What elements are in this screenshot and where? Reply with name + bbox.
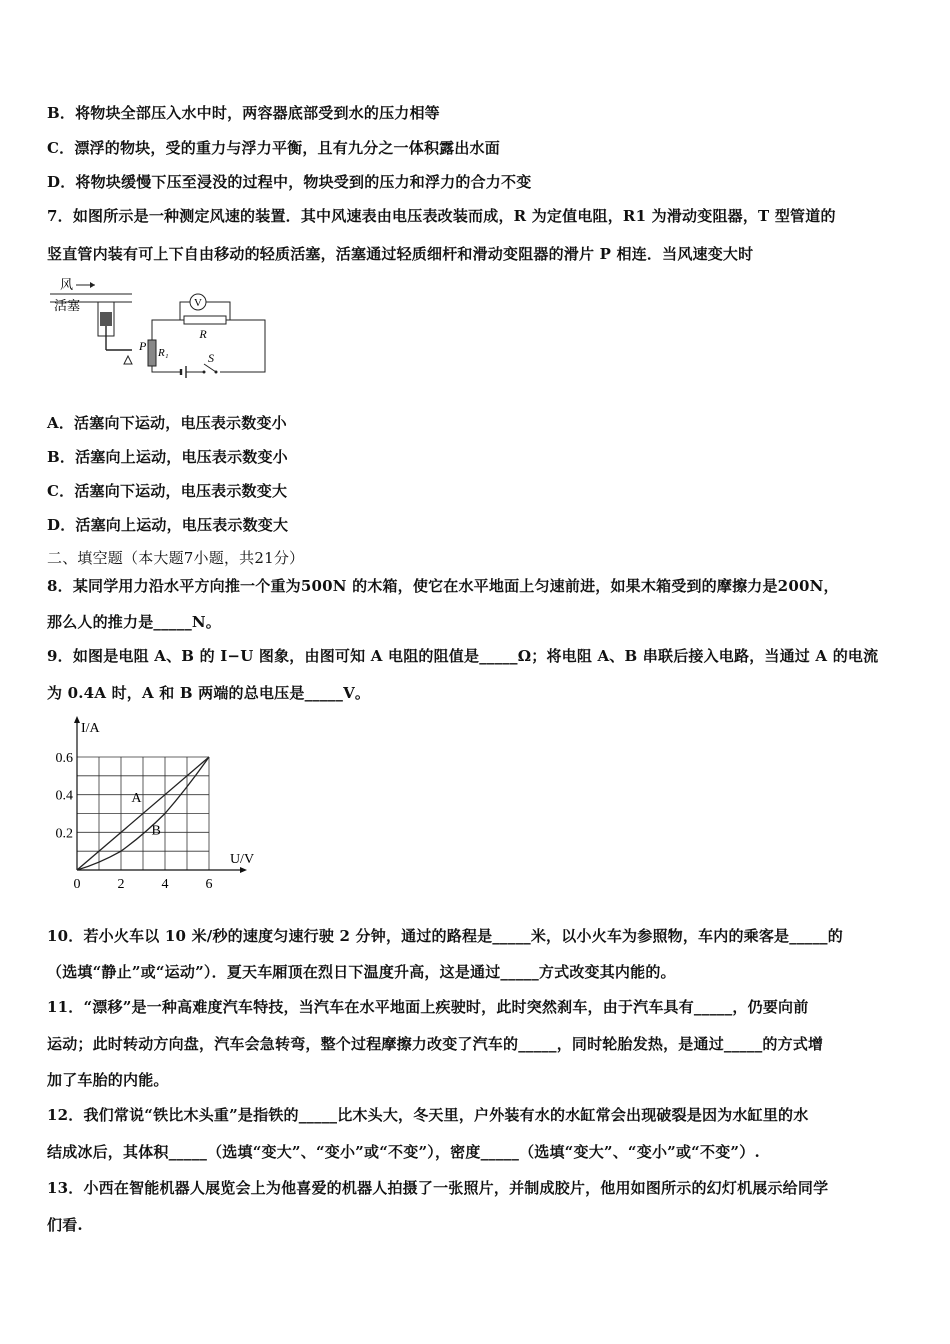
switch [204,364,216,372]
rheostat-label: R₁ [158,347,169,359]
q7-stem-line2: 竖直管内装有可上下自由移动的轻质活塞，活塞通过轻质细杆和滑动变阻器的滑片 P 相连．当风速变大时 [47,245,754,263]
q10-stem-line1: 10．若小火车以 10 米/秒的速度匀速行驶 2 分钟，通过的路程是_____米，以小火车为参照物，车内的乘客是_____的 [47,927,843,945]
resistor-label: R [199,327,207,341]
voltmeter-label: V [194,297,202,309]
x-axis-arrow [240,867,247,873]
q11-stem-line2: 运动；此时转动方向盘，汽车会急转弯，整个过程摩擦力改变了汽车的_____，同时轮胎发热，是通过_____的方式增 [47,1035,824,1053]
x-tick-label: 2 [117,877,125,892]
q12-stem-line1: 12．我们常说“铁比木头重”是指铁的_____比木头大，冬天里，户外装有水的水缸常会出现破裂是因为水缸里的水 [47,1106,809,1124]
q11-stem-line1: 11．“漂移”是一种高难度汽车特技，当汽车在水平地面上疾驶时，此时突然刹车，由于汽车具有_____，仍要向前 [47,998,809,1016]
slider-label: P [139,339,147,353]
q13-stem-line2: 们看. [47,1216,83,1234]
q9-stem-line2: 为 0.4A 时，A 和 B 两端的总电压是_____V。 [47,684,371,702]
y-axis-label: I/A [81,721,100,736]
chart-labels [56,721,255,892]
q7-option-c: C．活塞向下运动，电压表示数变大 [47,482,288,500]
q13-stem-line1: 13．小西在智能机器人展览会上为他喜爱的机器人拍摄了一张照片，并制成胶片，他用如图所示的幻灯机展示给同学 [47,1179,829,1197]
section-2-title: 二、填空题（本大题7小题，共21分） [47,549,305,567]
wind-speed-circuit-figure [40,272,280,387]
q7-stem-line1: 7．如图所示是一种测定风速的装置．其中风速表由电压表改装而成，R 为定值电阻，R1 为滑动变阻器，T 型管道的 [47,207,836,225]
x-tick-label: 0 [73,877,81,892]
q6-option-b: B．将物块全部压入水中时，两容器底部受到水的压力相等 [47,104,440,122]
q9-stem-line1: 9．如图是电阻 A、B 的 I−U 图象，由图可知 A 电阻的阻值是_____Ω；将电阻 A、B 串联后接入电路，当通过 A 的电流 [47,647,879,665]
q10-stem-line2: （选填“静止”或“运动”）．夏天车厢顶在烈日下温度升高，这是通过_____方式改变其内能的。 [47,963,676,981]
q8-stem-line1: 8．某同学用力沿水平方向推一个重为500N 的木箱，使它在水平地面上匀速前进，如果木箱受到的摩擦力是200N， [47,577,839,595]
iu-chart [40,712,260,894]
y-tick-label: 0.6 [55,751,73,766]
x-tick-label: 4 [161,877,169,892]
piston [100,312,112,326]
q7-option-b: B．活塞向上运动，电压表示数变小 [47,448,288,466]
q6-option-d: D．将物块缓慢下压至浸没的过程中，物块受到的压力和浮力的合力不变 [47,173,532,191]
q7-option-d: D．活塞向上运动，电压表示数变大 [47,516,289,534]
q7-option-a: A．活塞向下运动，电压表示数变小 [47,414,287,432]
y-tick-label: 0.2 [55,826,73,842]
resistor-r [184,316,226,324]
slider-arrow [124,356,132,364]
series-b-label: B [151,823,161,839]
y-axis-arrow [74,716,80,723]
series-a-label: A [131,791,142,807]
wind-label: 风 [60,277,74,292]
wind-arrow-head [90,282,95,288]
q12-stem-line2: 结成冰后，其体积_____（选填“变大”、“变小”或“不变”），密度_____（选填“变大”、“变小”或“不变”）. [47,1143,760,1161]
x-tick-label: 6 [205,877,213,892]
q11-stem-line3: 加了车胎的内能。 [47,1071,169,1089]
rheostat [148,340,156,366]
y-tick-label: 0.4 [55,788,73,804]
q8-stem-line2: 那么人的推力是_____N。 [47,613,222,631]
piston-label: 活塞 [54,298,81,313]
q6-option-c: C．漂浮的物块，受的重力与浮力平衡，且有九分之一体积露出水面 [47,139,500,157]
switch-label: S [208,351,214,365]
x-axis-label: U/V [229,852,255,867]
